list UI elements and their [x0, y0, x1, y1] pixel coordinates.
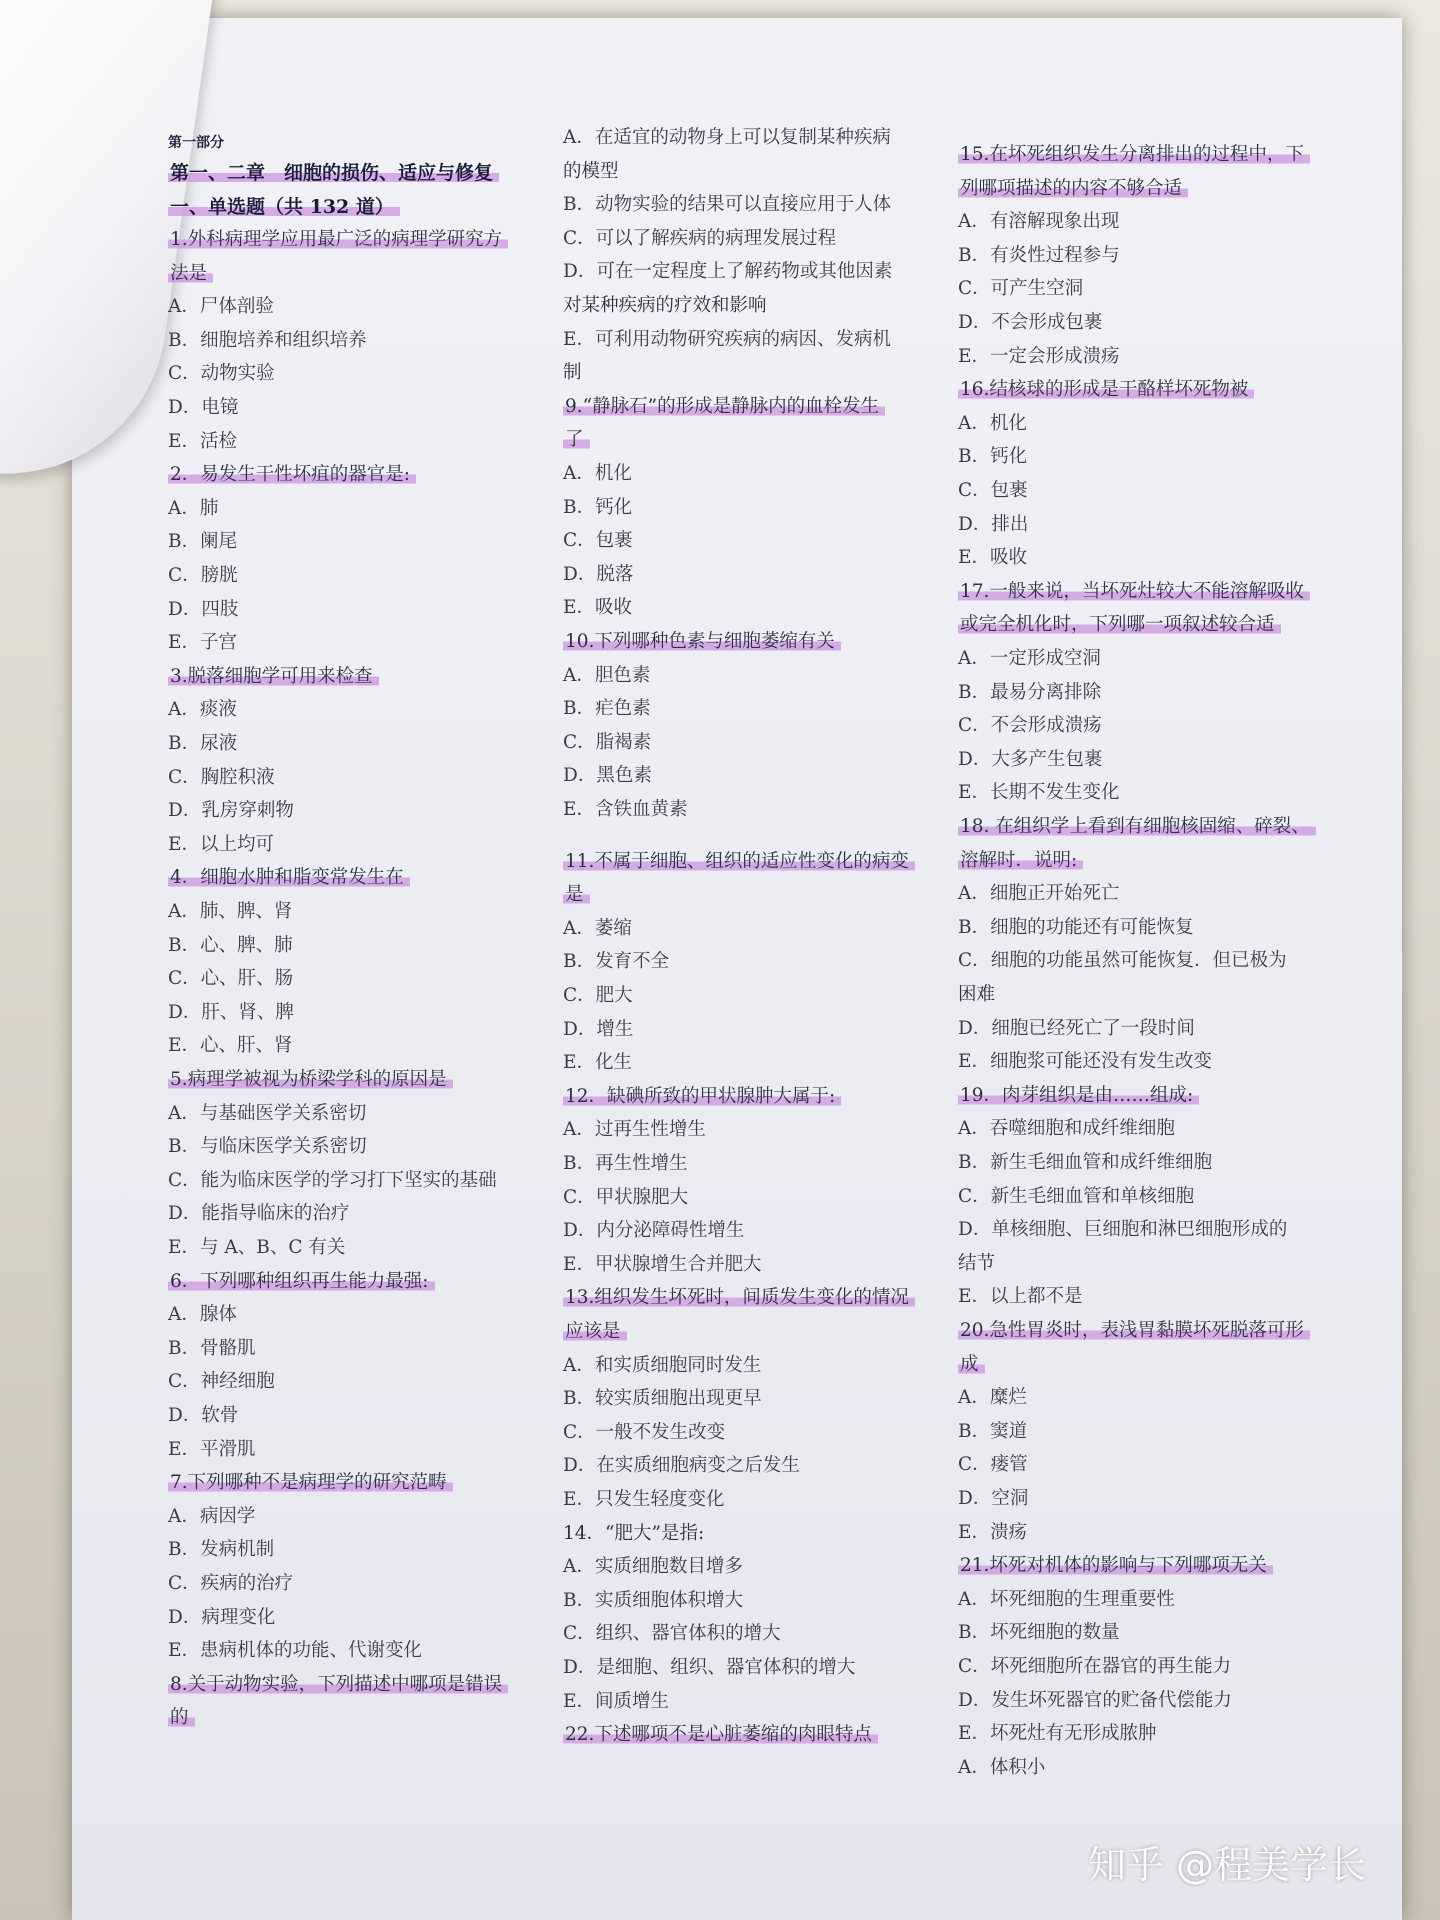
question-text: [958, 140, 1310, 170]
option-label: B．实质细胞体积增大: [563, 1589, 744, 1611]
question-text: [563, 157, 619, 187]
option-label: D．可在一定程度上了解药物或其他因素: [563, 261, 893, 283]
option-label: B．有炎性过程参与: [958, 244, 1120, 266]
answer-option: [563, 1418, 725, 1448]
question-label: 的: [168, 1707, 195, 1728]
answer-option: [168, 1569, 293, 1599]
answer-option: [168, 763, 275, 793]
option-label: E．化生: [563, 1052, 633, 1074]
option-label: E．含铁血黄素: [563, 799, 688, 820]
option-label: E．吸收: [563, 597, 633, 619]
question-text: [168, 1670, 508, 1700]
answer-option: [563, 1384, 762, 1414]
question-text: [168, 1468, 453, 1498]
question-label: 困难: [958, 984, 996, 1005]
option-label: C．心、肝、肠: [168, 968, 294, 990]
answer-option: [563, 1653, 855, 1683]
question-text: [168, 1703, 195, 1733]
option-label: A．一定形成空洞: [958, 648, 1101, 669]
answer-option: [563, 728, 651, 758]
option-label: E．患病机体的功能、代谢变化: [168, 1640, 423, 1662]
question-text: [563, 291, 767, 321]
question-text: [563, 358, 582, 388]
option-label: C．动物实验: [168, 363, 275, 385]
answer-option: [168, 1099, 366, 1129]
option-label: E．与 A、B、C 有关: [168, 1237, 346, 1258]
option-label: B．骨骼肌: [168, 1337, 256, 1359]
answer-option: [958, 1618, 1120, 1648]
question-label: 18. 在组织学上看到有细胞核固缩、碎裂、: [958, 816, 1316, 837]
answer-option: [958, 1450, 1028, 1480]
answer-option: [563, 947, 669, 977]
answer-option: [958, 1686, 1232, 1716]
answer-option: [563, 123, 891, 153]
answer-option: [958, 1047, 1212, 1077]
question-label: 9.“静脉石”的形成是静脉内的血栓发生: [563, 396, 885, 417]
option-label: C．可以了解疾病的病理发展过程: [563, 227, 837, 249]
answer-option: [563, 325, 891, 355]
option-label: B．发病机制: [168, 1539, 275, 1561]
question-text: [958, 1249, 995, 1279]
question-text: [958, 1350, 985, 1380]
question-label: 2．易发生干性坏疽的器官是:: [168, 464, 416, 485]
option-label: A．萎缩: [563, 917, 632, 939]
question-label: 7.下列哪种不是病理学的研究范畴: [168, 1472, 453, 1493]
question-text: [958, 610, 1281, 640]
answer-option: [958, 207, 1119, 237]
answer-option: [958, 1148, 1212, 1178]
option-label: E．吸收: [958, 547, 1028, 569]
option-label: D．增生: [563, 1018, 634, 1040]
option-label: D．黑色素: [563, 765, 652, 787]
answer-option: [563, 1216, 744, 1246]
answer-option: [168, 1603, 275, 1633]
question-label: 成: [958, 1354, 985, 1375]
option-label: C．膀胱: [168, 565, 238, 586]
option-label: D．发生坏死器官的贮备代偿能力: [958, 1689, 1232, 1711]
question-label: 6．下列哪种组织再生能力最强:: [168, 1271, 435, 1292]
answer-option: [563, 1149, 688, 1179]
question-label: 5.病理学被视为桥梁学科的原因是: [168, 1069, 453, 1090]
answer-option: [958, 1417, 1027, 1447]
answer-option: [563, 560, 633, 590]
option-label: B．新生毛细血管和成纤维细胞: [958, 1152, 1213, 1173]
zhihu-watermark: 知乎 @程美学长: [1088, 1843, 1367, 1887]
question-label: 20.急性胃炎时，表浅胃黏膜坏死脱落可形: [958, 1320, 1310, 1341]
answer-option: [168, 1233, 345, 1263]
option-label: C．神经细胞: [168, 1371, 275, 1393]
question-text: [563, 1720, 878, 1750]
option-label: D．不会形成包裹: [958, 312, 1103, 333]
answer-option: [958, 1484, 1028, 1514]
answer-option: [563, 190, 891, 220]
answer-option: [958, 711, 1102, 741]
option-label: B．窦道: [958, 1420, 1028, 1442]
option-label: C．可产生空洞: [958, 278, 1084, 300]
option-label: D．四肢: [168, 598, 239, 620]
answer-option: [563, 1485, 725, 1515]
answer-option: [168, 1636, 422, 1666]
option-label: D．病理变化: [168, 1606, 276, 1628]
answer-option: [563, 1451, 800, 1481]
question-label: 制: [563, 362, 582, 384]
option-label: B．钙化: [958, 446, 1028, 468]
option-label: A．和实质细胞同时发生: [563, 1354, 762, 1376]
question-text: [958, 577, 1310, 607]
answer-option: [168, 427, 237, 457]
answer-option: [958, 1518, 1027, 1548]
question-text: [563, 847, 915, 877]
answer-option: [958, 1383, 1027, 1413]
answer-option: [958, 913, 1194, 943]
option-label: D．脱落: [563, 563, 634, 585]
answer-option: [563, 1687, 669, 1717]
answer-option: [563, 526, 633, 556]
question-label: 法是: [168, 263, 213, 284]
answer-option: [958, 1282, 1083, 1312]
option-label: C．坏死细胞所在器官的再生能力: [958, 1656, 1232, 1677]
question-text: [168, 259, 213, 289]
option-label: D．在实质细胞病变之后发生: [563, 1455, 800, 1477]
question-label: 的模型: [563, 160, 619, 182]
question-label: 列哪项描述的内容不够合适: [958, 178, 1188, 199]
question-text: [563, 425, 590, 455]
option-label: A．细胞正开始死亡: [958, 883, 1120, 905]
question-label: 11.不属于细胞、组织的适应性变化的病变: [563, 851, 915, 872]
answer-option: [958, 946, 1287, 976]
question-text: [168, 460, 416, 490]
option-label: B．尿液: [168, 733, 238, 754]
answer-option: [563, 1015, 633, 1045]
option-label: D．排出: [958, 513, 1029, 535]
answer-option: [563, 761, 652, 791]
question-label: 8.关于动物实验，下列描述中哪项是错误: [168, 1674, 508, 1695]
option-label: D．细胞已经死亡了一段时间: [958, 1017, 1195, 1039]
answer-option: [168, 326, 367, 356]
option-label: E．平滑肌: [168, 1438, 256, 1460]
option-label: A．肺: [168, 497, 219, 519]
question-label: 16.结核球的形成是干酪样坏死物被: [958, 379, 1254, 400]
answer-option: [168, 1199, 349, 1229]
answer-option: [958, 1719, 1157, 1749]
answer-option: [958, 274, 1083, 304]
answer-option: [563, 1586, 743, 1616]
option-label: B．坏死细胞的数量: [958, 1622, 1120, 1644]
option-label: C．疾病的治疗: [168, 1573, 294, 1594]
question-label: 15.在坏死组织发生分离排出的过程中，下: [958, 144, 1310, 165]
option-label: D．乳房穿刺物: [168, 800, 294, 822]
question-text: [168, 662, 379, 692]
option-label: E．子宫: [168, 632, 238, 654]
answer-option: [168, 830, 274, 860]
option-label: E．甲状腺增生合并肥大: [563, 1253, 762, 1275]
option-label: B．阑尾: [168, 531, 238, 553]
option-label: C．肥大: [563, 985, 633, 1006]
question-text: [563, 1082, 841, 1112]
answer-option: [563, 1552, 743, 1582]
answer-option: [563, 1183, 688, 1213]
option-label: E．活检: [168, 430, 238, 452]
answer-option: [958, 510, 1028, 540]
answer-option: [168, 964, 293, 994]
answer-option: [563, 661, 650, 691]
option-label: C．脂褐素: [563, 731, 652, 753]
answer-option: [958, 644, 1101, 674]
option-label: A．吞噬细胞和成纤维细胞: [958, 1118, 1175, 1140]
answer-option: [168, 527, 237, 557]
option-label: D．肝、肾、脾: [168, 1001, 294, 1023]
question-text: [168, 225, 508, 255]
option-label: A．坏死细胞的生理重要性: [958, 1588, 1175, 1610]
option-label: A．机化: [563, 463, 632, 484]
option-label: A．实质细胞数目增多: [563, 1556, 743, 1578]
answer-option: [958, 1114, 1175, 1144]
question-label: 应该是: [563, 1321, 627, 1342]
question-text: [958, 1081, 1199, 1111]
answer-option: [168, 595, 238, 625]
option-label: C．甲状腺肥大: [563, 1186, 689, 1208]
question-label: 10.下列哪种色素与细胞萎缩有关: [563, 631, 841, 652]
option-label: E．心、肝、肾: [168, 1035, 293, 1057]
question-text: [168, 1065, 453, 1095]
option-label: A．病因学: [168, 1505, 256, 1527]
option-label: A．有溶解现象出现: [958, 211, 1120, 233]
answer-option: [168, 998, 294, 1028]
answer-option: [563, 493, 632, 523]
question-label: 19．肉芽组织是由……组成:: [958, 1085, 1199, 1106]
question-label: 12．缺碘所致的甲状腺肿大属于:: [563, 1086, 841, 1107]
option-label: D．电镜: [168, 397, 239, 418]
option-label: A．体积小: [958, 1756, 1046, 1778]
option-label: E．溃疡: [958, 1521, 1028, 1543]
answer-option: [168, 1401, 238, 1431]
answer-option: [168, 393, 238, 423]
option-label: E．只发生轻度变化: [563, 1489, 725, 1510]
question-text: [958, 174, 1188, 204]
answer-option: [168, 292, 274, 322]
question-label: 13.组织发生坏死时，间质发生变化的情况: [563, 1287, 915, 1308]
question-label: 1.外科病理学应用最广泛的病理学研究方: [168, 229, 508, 250]
option-label: C．包裹: [958, 480, 1028, 501]
answer-option: [958, 1585, 1175, 1615]
option-label: B．再生性增生: [563, 1153, 688, 1174]
part-label: 第一部分: [168, 135, 224, 151]
option-label: A．腺体: [168, 1304, 237, 1326]
answer-option: [958, 543, 1027, 573]
option-label: E．以上均可: [168, 833, 275, 855]
answer-option: [168, 796, 294, 826]
question-label: 溶解时．说明:: [958, 850, 1083, 871]
option-label: B．细胞的功能还有可能恢复: [958, 916, 1194, 938]
answer-option: [563, 981, 633, 1011]
answer-option: [168, 729, 237, 759]
answer-option: [958, 409, 1027, 439]
answer-option: [168, 1031, 293, 1061]
option-label: B．最易分离排除: [958, 681, 1102, 703]
question-label: 17.一般来说，当坏死灶较大不能溶解吸收: [958, 581, 1310, 602]
option-label: A．与基础医学关系密切: [168, 1102, 367, 1124]
answer-option: [958, 1652, 1231, 1682]
answer-option: [958, 1753, 1045, 1783]
option-label: D．单核细胞、巨细胞和淋巴细胞形成的: [958, 1219, 1288, 1241]
option-label: B．疟色素: [563, 698, 651, 720]
option-label: B．动物实验的结果可以直接应用于人体: [563, 194, 892, 216]
question-label: 3.脱落细胞学可用来检查: [168, 666, 379, 687]
question-text: [563, 880, 590, 910]
answer-option: [958, 442, 1027, 472]
answer-option: [958, 476, 1028, 506]
answer-option: [563, 1351, 761, 1381]
question-label: 结节: [958, 1252, 996, 1274]
answer-option: [168, 1435, 256, 1465]
answer-option: [563, 1619, 781, 1649]
option-label: A．机化: [958, 412, 1027, 434]
question-label: 或完全机化时，下列哪一项叙述较合适: [958, 614, 1281, 635]
option-label: B．较实质细胞出现更早: [563, 1388, 762, 1410]
question-label: 对某种疾病的疗效和影响: [563, 295, 767, 316]
option-label: C．不会形成溃疡: [958, 715, 1102, 737]
option-label: C．胸腔积液: [168, 766, 275, 788]
option-label: E．坏死灶有无形成脓肿: [958, 1723, 1157, 1745]
answer-option: [168, 1502, 255, 1532]
answer-option: [563, 914, 632, 944]
option-label: B．钙化: [563, 496, 633, 518]
option-label: D．能指导临床的治疗: [168, 1203, 350, 1225]
option-label: C．组织、器官体积的增大: [563, 1623, 781, 1645]
option-label: B．与临床医学关系密切: [168, 1136, 367, 1158]
chapter-title: 第一、二章 细胞的损伤、适应与修复: [168, 162, 499, 184]
option-label: E．间质增生: [563, 1690, 670, 1712]
question-label: 是: [563, 884, 590, 905]
option-label: A．肺、脾、肾: [168, 901, 293, 922]
question-label: 了: [563, 429, 590, 450]
question-label: 4．细胞水肿和脂变常发生在: [168, 867, 410, 888]
question-text: [563, 392, 885, 422]
question-text: [958, 375, 1254, 405]
answer-option: [168, 628, 237, 658]
option-label: E．一定会形成溃疡: [958, 345, 1120, 367]
option-label: E．长期不发生变化: [958, 782, 1120, 804]
question-text: [563, 1283, 915, 1313]
answer-option: [958, 342, 1120, 372]
option-label: D．软骨: [168, 1405, 239, 1426]
answer-option: [168, 695, 237, 725]
answer-option: [958, 1182, 1194, 1212]
option-label: E．以上都不是: [958, 1286, 1083, 1308]
answer-option: [958, 745, 1102, 775]
question-label: 14．“肥大”是指:: [563, 1522, 705, 1544]
question-text: [958, 846, 1083, 876]
answer-option: [563, 795, 688, 825]
option-label: D．空洞: [958, 1488, 1029, 1509]
answer-option: [958, 308, 1102, 338]
answer-option: [563, 459, 632, 489]
option-label: C．新生毛细血管和单核细胞: [958, 1185, 1195, 1207]
option-label: D．内分泌障碍性增生: [563, 1220, 745, 1242]
question-text: [563, 1519, 704, 1549]
option-label: A．胆色素: [563, 664, 651, 686]
option-label: C．包裹: [563, 530, 633, 552]
option-label: C．一般不发生改变: [563, 1421, 726, 1443]
option-label: C．能为临床医学的学习打下坚实的基础: [168, 1169, 497, 1191]
question-text: [958, 812, 1316, 842]
option-label: D．大多产生包裹: [958, 748, 1103, 770]
answer-option: [563, 694, 651, 724]
question-text: [563, 1317, 627, 1347]
option-label: A．痰液: [168, 699, 237, 721]
option-label: E．可利用动物研究疾病的病因、发病机: [563, 328, 892, 350]
answer-option: [958, 1215, 1287, 1245]
question-label: 21.坏死对机体的影响与下列哪项无关: [958, 1555, 1273, 1576]
option-label: C．瘘管: [958, 1454, 1028, 1476]
answer-option: [168, 931, 293, 961]
answer-option: [958, 879, 1119, 909]
option-label: B．心、脾、肺: [168, 934, 293, 956]
answer-option: [168, 1535, 274, 1565]
option-label: C．细胞的功能虽然可能恢复．但已极为: [958, 950, 1287, 972]
answer-option: [168, 1132, 367, 1162]
answer-option: [563, 1048, 632, 1078]
answer-option: [168, 1367, 275, 1397]
option-label: A．糜烂: [958, 1387, 1027, 1409]
answer-option: [168, 561, 238, 591]
question-text: [958, 980, 995, 1010]
section-title: 一、单选题（共 132 道）: [168, 196, 400, 218]
option-label: A．尸体剖验: [168, 296, 274, 318]
answer-option: [563, 1115, 706, 1145]
answer-option: [168, 359, 275, 389]
option-label: E．细胞浆可能还没有发生改变: [958, 1051, 1213, 1073]
answer-option: [958, 678, 1101, 708]
answer-option: [563, 1250, 762, 1280]
answer-option: [563, 224, 836, 254]
answer-option: [958, 241, 1120, 271]
option-label: A．在适宜的动物身上可以复制某种疾病: [563, 127, 891, 148]
answer-option: [958, 1014, 1195, 1044]
answer-option: [168, 494, 218, 524]
question-text: [958, 1551, 1273, 1581]
option-label: D．是细胞、组织、器官体积的增大: [563, 1657, 856, 1678]
answer-option: [563, 593, 632, 623]
option-label: B．发育不全: [563, 951, 670, 973]
question-text: [958, 1316, 1310, 1346]
question-label: 22.下述哪项不是心脏萎缩的肉眼特点: [563, 1724, 878, 1745]
option-label: B．细胞培养和组织培养: [168, 329, 367, 351]
option-label: A．过再生性增生: [563, 1119, 706, 1141]
answer-option: [168, 1300, 237, 1330]
question-text: [168, 863, 410, 893]
answer-option: [168, 1166, 497, 1196]
question-text: [563, 627, 841, 657]
answer-option: [168, 897, 292, 927]
answer-option: [168, 1334, 256, 1364]
question-text: [168, 1267, 435, 1297]
answer-option: [563, 257, 892, 287]
answer-option: [958, 778, 1120, 808]
